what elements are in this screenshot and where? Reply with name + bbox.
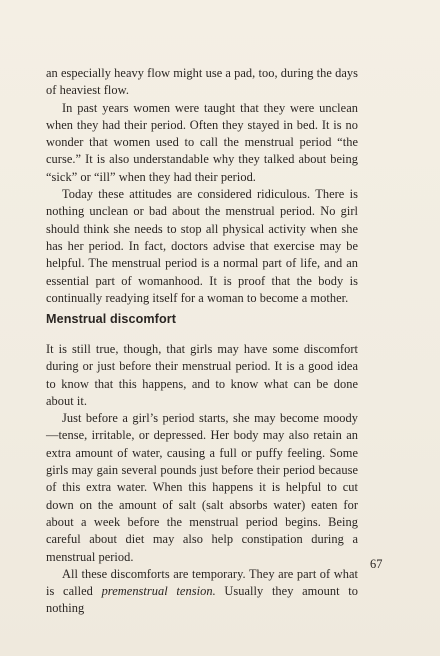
- emphasis-term: premenstrual tension.: [101, 584, 216, 599]
- paragraph: In past years women were taught that they were unclean when they had their period. Often they stayed in bed. It is no wonder that women used to call the menstrual period “the curse.” It is also understandable why they talked about being “sick” or “ill” when they had their period.: [46, 100, 358, 184]
- paragraph-last: [46, 566, 358, 618]
- paragraph-text: All these discomforts are temporary. They are part of what is called: [46, 566, 358, 599]
- paragraph: Today these attitudes are considered ridiculous. There is nothing unclean or bad about the menstrual period. No girl should think she needs to stop all physical activity when she has her period. In fact, doctors advise that exercise may be helpful. The menstrual period is a normal part of life, and an essential part of womanhood. It is proof that the body is continually readying itself for a woman to become a mother.: [46, 187, 358, 305]
- body-text-bottom: [46, 341, 358, 618]
- paragraph: an especially heavy flow might use a pad, too, during the days of heaviest flow.: [46, 66, 358, 98]
- page-number: 67: [370, 557, 383, 571]
- body-text-top: [46, 65, 358, 307]
- paragraph: It is still true, though, that girls may have some discomfort during or just before their menstrual period. It is a good idea to know that this happens, and to know what can be done about it.: [46, 342, 358, 408]
- paragraph-text: Usually they amount to nothing: [46, 584, 358, 616]
- paragraph: Just before a girl’s period starts, she may become moody—tense, irritable, or depressed. Her body may also retain an extra amount of water, causing a full or puffy feeling. Some girls may gain several pounds just before their period because of this extra water. When this happens it is helpful to cut down on the amount of salt (salt absorbs water) eaten for about a week before the menstrual period begins. Being careful about diet may also help constipation during a menstrual period.: [46, 411, 358, 564]
- section-heading: Menstrual discomfort: [46, 312, 177, 326]
